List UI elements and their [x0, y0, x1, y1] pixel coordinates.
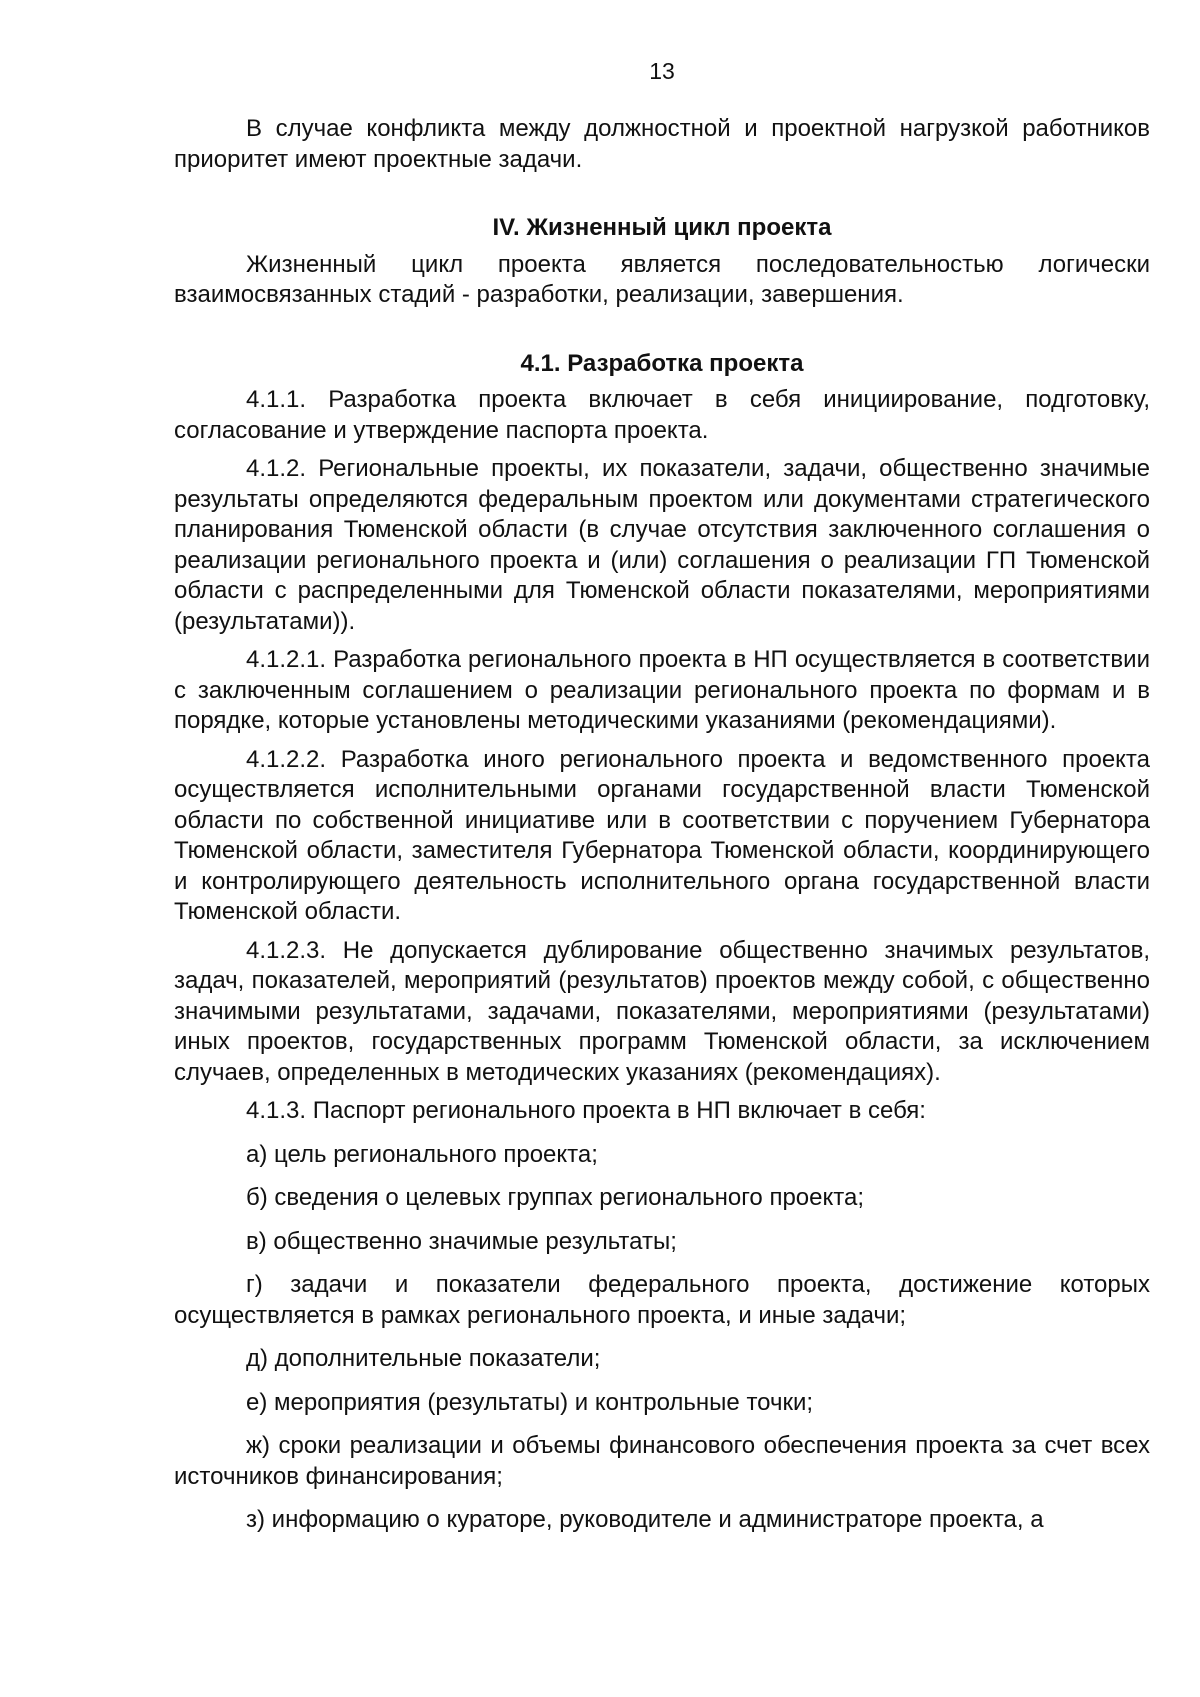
list-item-b: б) сведения о целевых группах регионального проекта;	[246, 1184, 864, 1211]
subsection-heading-development: 4.1. Разработка проекта	[520, 349, 804, 377]
paragraph-4-1-2-1: 4.1.2.1. Разработка регионального проекта в НП осуществляется в соответствии с заключенным соглашением о реализации регионального проекта по формам и в порядке, которые установлены методическими указаниями (рекомендациями).	[174, 646, 1150, 734]
paragraph-4-1-2-2: 4.1.2.2. Разработка иного регионального проекта и ведомственного проекта осуществляется исполнительными органами государственной власти Тюменской области по собственной инициативе или в соответствии с поручением Губернатора Тюменской области, заместителя Губернатора Тюменской области, координирующего и контролирующего деятельность исполнительного органа государственной власти Тюменской области.	[174, 745, 1150, 925]
list-item-v: в) общественно значимые результаты;	[246, 1227, 677, 1255]
paragraph-4-1-2-3: 4.1.2.3. Не допускается дублирование общественно значимых результатов, задач, показателей, мероприятий (результатов) проектов между собой, с общественно значимыми результатами, задачами, показателями, мероприятиями (результатами) иных проектов, государственных программ Тюменской области, за исключением случаев, определенных в методических указаниях (рекомендациях).	[174, 936, 1150, 1086]
list-item-d: д) дополнительные показатели;	[246, 1345, 601, 1372]
paragraph-conflict-priority: В случае конфликта между должностной и проектной нагрузкой работников приоритет имеют проектные задачи.	[174, 115, 1150, 173]
document-body	[174, 114, 1150, 1536]
paragraph-4-1-1: 4.1.1. Разработка проекта включает в себя инициирование, подготовку, согласование и утверждение паспорта проекта.	[174, 386, 1150, 444]
section-heading-lifecycle: IV. Жизненный цикл проекта	[492, 214, 832, 241]
list-item-z: з) информацию о кураторе, руководителе и администраторе проекта, а	[246, 1506, 1044, 1533]
list-item-e: е) мероприятия (результаты) и контрольные точки;	[246, 1388, 814, 1416]
paragraph-4-1-3: 4.1.3. Паспорт регионального проекта в НП включает в себя:	[246, 1097, 926, 1124]
list-item-a: а) цель регионального проекта;	[246, 1140, 598, 1168]
paragraph-lifecycle-definition: Жизненный цикл проекта является последовательностью логически взаимосвязанных стадий - разработки, реализации, завершения.	[174, 250, 1150, 308]
list-item-zh: ж) сроки реализации и объемы финансового обеспечения проекта за счет всех источников финансирования;	[174, 1432, 1150, 1490]
page-number: 13	[649, 58, 675, 84]
paragraph-4-1-2: 4.1.2. Региональные проекты, их показатели, задачи, общественно значимые результаты определяются федеральным проектом или документами стратегического планирования Тюменской области (в случае отсутствия заключенного соглашения о реализации регионального проекта и (или) соглашения о реализации ГП Тюменской области с распределенными для Тюменской области показателями, мероприятиями (результатами)).	[174, 455, 1150, 635]
list-item-g: г) задачи и показатели федерального проекта, достижение которых осуществляется в рамках регионального проекта, и иные задачи;	[174, 1271, 1150, 1329]
